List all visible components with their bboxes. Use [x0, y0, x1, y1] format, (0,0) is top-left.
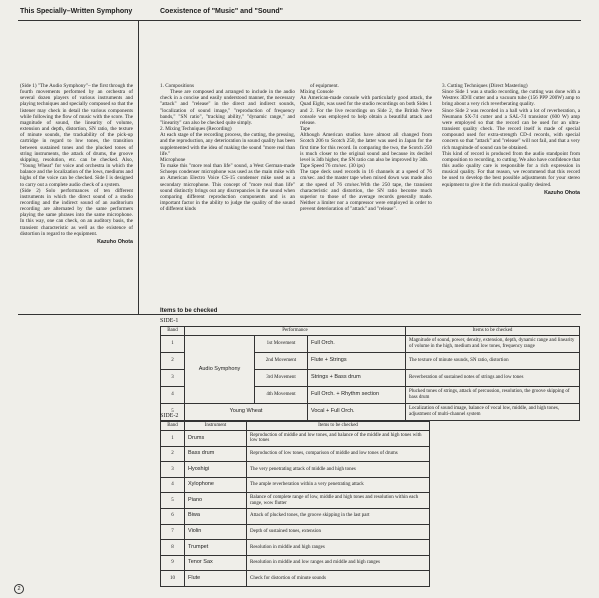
side1-label: SIDE-1	[160, 318, 179, 324]
side1-table	[160, 326, 580, 421]
side1-header-performance: Performance	[185, 327, 406, 336]
table-row: 4 4th Movement Full Orch. + Rhythm section Plucked tones of strings, attack of percussion, resolution, the groove skipping of bass drum	[161, 387, 580, 404]
mixing-heading: 2. Mixing Techniques (Recording)	[160, 126, 232, 133]
microphone-heading: Microphone	[160, 156, 186, 163]
console-heading: Mixing Console	[300, 89, 334, 96]
side1-description: (Side 1) "The Audio Symphony"– the first through the fourth movements performed by an orchestra of several dozen players of various instruments and playing techniques and specially composed so that the listener may check in detail the various components while following the flow of music with the score. The magnitude of sound, the linearity of volume, extension and depth, distortion, SN ratio, the texture of minute sounds, the trackability of the pick-up cartridge in regard to low tones, the transition between sustained tones and the plucked tones of string instruments, the attack of drums, the groove skipping, resolution, etc. can be checked. Also, "Young Wheat" for voice and orchestra in which the balance and the localization of the lows, mediums and highs of the voice can be checked. Side I is designed to carry out a complete audio check of a system.	[20, 83, 133, 188]
cutting-column	[442, 83, 580, 196]
table-row: 7 Violin Depth of sustained tones, extension	[161, 524, 430, 540]
side2-table	[160, 421, 430, 587]
column-divider	[138, 20, 139, 314]
table-row: 3 3rd Movement Strings + Bass drum Reverberation of sustained notes of strings and low tones	[161, 370, 580, 387]
side2-header-items: Items to be checked	[247, 422, 430, 431]
tape-speed-text: The tape deck used records in 16 channels at a speed of 76 cm/sec. and the master tape when mixed down was made also at the speed of 76 cm/sec.With the 250 tape, the transient characteristic and distortion, the SN ratio become much superior to those of the average records generally made. Neither a limiter nor a compressor were employed in order to prevent deterioration of "attack" and "release".	[300, 169, 432, 213]
table-row: 5 Young Wheat Vocal + Full Orch. Localization of sound image, balance of vocal low, middle, and high tones, adjustment of multi-channel system	[161, 404, 580, 421]
top-rule	[18, 20, 581, 21]
cutting-heading: 3. Cutting Techniques (Direct Mastering)	[442, 83, 528, 89]
side2-header-instrument: Instrument	[185, 422, 247, 431]
author-signature: Kazuho Ohota	[97, 238, 133, 245]
side2-label: SIDE-2	[160, 413, 179, 419]
middle-rule	[18, 314, 581, 315]
table-row: 6 Biwa Attack of plucked tones, the groove skipping in the last part	[161, 508, 430, 524]
left-title: This Specially–Written Symphony	[20, 8, 133, 15]
mixing-text: At each stage of the recording process, the cutting, the pressing, and the reproduction, any deterioration in sound quality has been supplemented with the idea of making the sound "more real than life."	[160, 132, 295, 157]
side1-header-band: Band	[161, 327, 185, 336]
table-row: 1 Audio Symphony 1st Movement Full Orch. Magnitude of sound, power, density, extension, depth, dynamic range and linearity of volume in the high, medium and low tones, frequency range	[161, 336, 580, 353]
table-row: 10 Flute Check for distortion of minute sounds	[161, 571, 430, 587]
cutting-text-2: Since Side 2 was recorded in a hall with a lot of reverberation, a Neumann SX-74 cutter and a SAL-74 transistor (600 W) amp were employed so that the record can be used for an ultra-transient quality check. The record itself is made of special compound used for extra-strength CD-4 records, with special concern so that "attack" and "release" will not fail, and that a very rich magnitude of sound can be obtained.	[442, 107, 580, 151]
console-text: An American-made console with particularly good attack, the Quad Eight, was used for the studio recordings on both Sides 1 and 2. For the live recordings on Side 2, the British Neve console was employed to help obtain a beautiful attack and release.	[300, 95, 432, 126]
table-row: 1 Drums Reproduction of middle and low tones, and balance of the middle and high tones with low tones	[161, 431, 430, 447]
side2-header-band: Band	[161, 422, 185, 431]
table-row: 2 Bass drum Reproduction of low tones, comparison of middle and low tones of drums	[161, 446, 430, 462]
compositions-column	[160, 83, 295, 212]
cutting-text-3: This kind of record is produced from the audio standpoint from composition to recording, to cutting. We also have confidence that this audio quality care is responsible for a rich expression in musical quality. For that reason, we recommend that this record be used to develop the best possible adjustments for your stereo equipment to give it the rich musical quality desired.	[442, 150, 580, 188]
compositions-heading: 1. Compositions	[160, 83, 195, 89]
table-row: 3 Hyoshigi The very penetrating attack of middle and high tones	[161, 462, 430, 478]
tape-speed-heading: Tape Speed 76 cm/sec. (30 ips)	[300, 163, 365, 170]
table-row: 2 2nd Movement Flute + Strings The texture of minute sounds, SN ratio, distortion	[161, 353, 580, 370]
table-row: 9 Tenor Sax Resolution in middle and low ranges and middle and high ranges	[161, 555, 430, 571]
compositions-text: These are composed and arranged to include in the audio check in a concise and easily understood manner, the necessary "attack" and "release" in the direct and indirect sounds, "localization of sound image," "reproduction of frequency bands," "SN ratio", "tracking ability," "dynamic range," and "linearity" can also be checked quite simply.	[160, 89, 295, 126]
side1-header-items: Items to be checked	[406, 327, 580, 336]
table-row: 4 Xylophone The ample reverberation within a very penetrating attack	[161, 477, 430, 493]
symphony-description	[20, 83, 133, 245]
items-title: Items to be checked	[160, 308, 221, 314]
console-tape-column	[300, 83, 432, 212]
page-number: 2	[14, 584, 24, 594]
side2-description: (Side 2) Solo performances of ten different instruments in which the direct sound of a studio recording and the indirect sound of an auditorium recording are alternated by the same performers playing the same phrases into the same microphone. In this way, one can check, on an auditory basis, the transient characteristic as well as the existence of distortion in regard to the equipment.	[20, 187, 133, 237]
equipment-continued: of equipment.	[310, 83, 339, 89]
tape-heading: Tape	[300, 126, 311, 133]
audio-symphony-label: Audio Symphony	[185, 336, 255, 404]
tape-text: Although American studios have almost all changed from Scotch 206 to Scotch 250, the latter was used in Japan for the first time for this record. In comparing the two, the Scotch 250 is much closer to the original sound and because its decibel level is 3db higher, the SN ratio can also be improved by 3db.	[300, 132, 432, 163]
author-signature-2: Kazuho Ohota	[544, 189, 580, 196]
table-row: 5 Piano Balance of complete range of low, middle and high tones and resolution within each range, wow flutter	[161, 493, 430, 509]
microphone-text: To make this "more real than life" sound, a West German-made Schoeps condenser microphone was used as the main mike with an American Electro Voice CS-15 condenser mike used as a secondary microphone. This concept of "more real than life" sound distinctly brings out any discrepancies in the sound when comparing different reproduction components and is an important factor in the ability to judge the quality of the sound of different kinds	[160, 163, 295, 213]
right-title: Coexistence of "Music" and "Sound"	[160, 8, 283, 15]
cutting-text-1: Since Side 1 was a studio recording, the cutting was done with a Westrex 3D/II cutter and a vacuum tube (156 PPP 200W) amp to bring about a very rich reverberating quality.	[442, 89, 580, 108]
table-row: 8 Trumpet Resolution in middle and high ranges	[161, 540, 430, 556]
